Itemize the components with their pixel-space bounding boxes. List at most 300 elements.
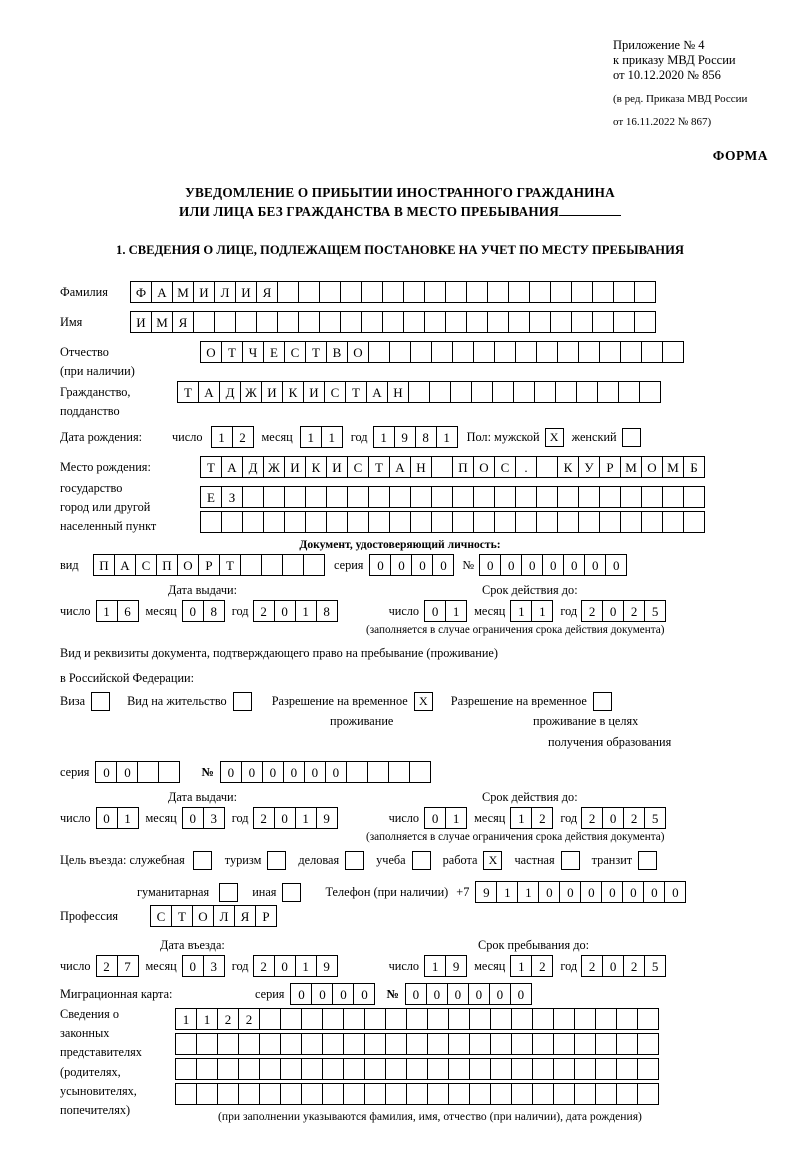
char-cell[interactable]: У <box>578 456 600 478</box>
char-cell[interactable] <box>261 554 283 576</box>
char-cell[interactable]: М <box>172 281 194 303</box>
char-cell[interactable]: 0 <box>602 807 624 829</box>
char-cell[interactable] <box>277 281 299 303</box>
char-cell[interactable]: И <box>193 281 215 303</box>
char-cell[interactable]: Р <box>599 456 621 478</box>
char-cell[interactable] <box>301 1083 323 1105</box>
char-cell[interactable]: 2 <box>253 955 275 977</box>
char-cell[interactable] <box>364 1058 386 1080</box>
char-cell[interactable]: 1 <box>373 426 395 448</box>
char-cell[interactable]: . <box>515 456 537 478</box>
char-cell[interactable] <box>637 1033 659 1055</box>
char-cell[interactable]: 1 <box>300 426 322 448</box>
char-cell[interactable]: 0 <box>304 761 326 783</box>
char-cell[interactable] <box>448 1008 470 1030</box>
char-cell[interactable]: 8 <box>415 426 437 448</box>
char-cell[interactable] <box>427 1058 449 1080</box>
char-cell[interactable] <box>385 1033 407 1055</box>
char-cell[interactable] <box>238 1083 260 1105</box>
char-cell[interactable]: 9 <box>475 881 497 903</box>
char-cell[interactable] <box>305 511 327 533</box>
char-cell[interactable]: П <box>156 554 178 576</box>
char-cell[interactable]: Т <box>171 905 193 927</box>
char-cell[interactable] <box>574 1058 596 1080</box>
char-cell[interactable]: 0 <box>262 761 284 783</box>
char-cell[interactable] <box>592 311 614 333</box>
char-cell[interactable]: 1 <box>96 600 118 622</box>
char-cell[interactable]: И <box>261 381 283 403</box>
char-cell[interactable] <box>508 311 530 333</box>
char-cell[interactable]: 0 <box>411 554 433 576</box>
char-cell[interactable]: Т <box>345 381 367 403</box>
char-cell[interactable] <box>175 1083 197 1105</box>
char-cell[interactable] <box>448 1033 470 1055</box>
char-cell[interactable]: Т <box>219 554 241 576</box>
char-cell[interactable]: 1 <box>211 426 233 448</box>
char-cell[interactable]: А <box>198 381 220 403</box>
char-cell[interactable] <box>403 281 425 303</box>
char-cell[interactable] <box>620 511 642 533</box>
migration-series-input[interactable] <box>290 983 374 1005</box>
char-cell[interactable] <box>346 761 368 783</box>
char-cell[interactable] <box>424 311 446 333</box>
char-cell[interactable] <box>361 281 383 303</box>
char-cell[interactable] <box>389 486 411 508</box>
char-cell[interactable]: 0 <box>622 881 644 903</box>
char-cell[interactable] <box>175 1033 197 1055</box>
char-cell[interactable] <box>347 511 369 533</box>
char-cell[interactable] <box>466 281 488 303</box>
char-cell[interactable]: Т <box>177 381 199 403</box>
char-cell[interactable] <box>406 1083 428 1105</box>
char-cell[interactable]: И <box>326 456 348 478</box>
char-cell[interactable]: И <box>303 381 325 403</box>
entry-day-input[interactable] <box>96 955 138 977</box>
char-cell[interactable] <box>388 761 410 783</box>
char-cell[interactable] <box>427 1008 449 1030</box>
char-cell[interactable] <box>406 1008 428 1030</box>
char-cell[interactable]: С <box>494 456 516 478</box>
char-cell[interactable] <box>494 511 516 533</box>
char-cell[interactable] <box>259 1083 281 1105</box>
char-cell[interactable] <box>511 1083 533 1105</box>
char-cell[interactable] <box>515 341 537 363</box>
char-cell[interactable]: 1 <box>321 426 343 448</box>
char-cell[interactable]: 0 <box>542 554 564 576</box>
doc-valid-month-input[interactable] <box>510 600 552 622</box>
char-cell[interactable]: А <box>151 281 173 303</box>
char-cell[interactable]: 2 <box>531 955 553 977</box>
char-cell[interactable]: 2 <box>581 807 603 829</box>
visa-checkbox[interactable] <box>91 692 110 711</box>
char-cell[interactable] <box>616 1058 638 1080</box>
char-cell[interactable]: А <box>366 381 388 403</box>
char-cell[interactable] <box>553 1058 575 1080</box>
char-cell[interactable] <box>445 311 467 333</box>
char-cell[interactable] <box>361 311 383 333</box>
char-cell[interactable]: 9 <box>316 955 338 977</box>
char-cell[interactable] <box>364 1033 386 1055</box>
char-cell[interactable]: 0 <box>182 600 204 622</box>
char-cell[interactable] <box>340 311 362 333</box>
char-cell[interactable]: М <box>620 456 642 478</box>
char-cell[interactable] <box>301 1058 323 1080</box>
char-cell[interactable]: К <box>305 456 327 478</box>
char-cell[interactable]: Е <box>200 486 222 508</box>
char-cell[interactable] <box>343 1058 365 1080</box>
char-cell[interactable]: 0 <box>220 761 242 783</box>
char-cell[interactable]: 0 <box>182 807 204 829</box>
purpose-tourism-checkbox[interactable] <box>267 851 286 870</box>
char-cell[interactable]: Е <box>263 341 285 363</box>
char-cell[interactable]: Т <box>305 341 327 363</box>
char-cell[interactable] <box>641 486 663 508</box>
char-cell[interactable] <box>431 456 453 478</box>
char-cell[interactable]: 0 <box>664 881 686 903</box>
char-cell[interactable] <box>214 311 236 333</box>
char-cell[interactable]: 0 <box>290 983 312 1005</box>
char-cell[interactable] <box>242 511 264 533</box>
char-cell[interactable] <box>553 1083 575 1105</box>
stay-issue-year-input[interactable] <box>253 807 337 829</box>
char-cell[interactable] <box>576 381 598 403</box>
doc-issue-day-input[interactable] <box>96 600 138 622</box>
char-cell[interactable]: 0 <box>274 955 296 977</box>
char-cell[interactable] <box>683 511 705 533</box>
char-cell[interactable] <box>343 1033 365 1055</box>
char-cell[interactable] <box>217 1083 239 1105</box>
char-cell[interactable] <box>343 1083 365 1105</box>
char-cell[interactable] <box>555 381 577 403</box>
char-cell[interactable] <box>616 1083 638 1105</box>
char-cell[interactable] <box>557 341 579 363</box>
char-cell[interactable] <box>319 281 341 303</box>
char-cell[interactable] <box>305 486 327 508</box>
char-cell[interactable]: 8 <box>203 600 225 622</box>
char-cell[interactable] <box>406 1058 428 1080</box>
char-cell[interactable] <box>298 281 320 303</box>
char-cell[interactable]: 5 <box>644 600 666 622</box>
char-cell[interactable]: О <box>200 341 222 363</box>
char-cell[interactable]: А <box>389 456 411 478</box>
purpose-humanitarian-checkbox[interactable] <box>219 883 238 902</box>
char-cell[interactable]: С <box>284 341 306 363</box>
char-cell[interactable] <box>196 1083 218 1105</box>
char-cell[interactable] <box>487 281 509 303</box>
char-cell[interactable]: 0 <box>116 761 138 783</box>
char-cell[interactable]: 7 <box>117 955 139 977</box>
char-cell[interactable] <box>634 311 656 333</box>
char-cell[interactable]: 1 <box>295 600 317 622</box>
char-cell[interactable]: Т <box>221 341 243 363</box>
char-cell[interactable]: 1 <box>445 600 467 622</box>
char-cell[interactable]: А <box>221 456 243 478</box>
char-cell[interactable]: 0 <box>369 554 391 576</box>
char-cell[interactable] <box>301 1008 323 1030</box>
char-cell[interactable] <box>408 381 430 403</box>
char-cell[interactable]: 2 <box>253 600 275 622</box>
char-cell[interactable] <box>490 1008 512 1030</box>
char-cell[interactable]: О <box>641 456 663 478</box>
char-cell[interactable]: 1 <box>175 1008 197 1030</box>
char-cell[interactable] <box>158 761 180 783</box>
char-cell[interactable] <box>280 1083 302 1105</box>
char-cell[interactable]: 0 <box>580 881 602 903</box>
birthplace-country-input[interactable] <box>200 456 704 478</box>
char-cell[interactable]: 6 <box>117 600 139 622</box>
char-cell[interactable]: О <box>347 341 369 363</box>
char-cell[interactable]: 0 <box>479 554 501 576</box>
char-cell[interactable] <box>637 1083 659 1105</box>
legal-rep-input-4[interactable] <box>175 1083 658 1105</box>
stay-valid-month-input[interactable] <box>510 807 552 829</box>
char-cell[interactable]: Д <box>242 456 264 478</box>
char-cell[interactable] <box>639 381 661 403</box>
char-cell[interactable] <box>259 1033 281 1055</box>
doc-valid-year-input[interactable] <box>581 600 665 622</box>
char-cell[interactable] <box>662 511 684 533</box>
char-cell[interactable] <box>492 381 514 403</box>
char-cell[interactable]: И <box>284 456 306 478</box>
char-cell[interactable] <box>385 1058 407 1080</box>
char-cell[interactable] <box>217 1058 239 1080</box>
char-cell[interactable] <box>448 1058 470 1080</box>
char-cell[interactable]: С <box>324 381 346 403</box>
char-cell[interactable]: 0 <box>353 983 375 1005</box>
char-cell[interactable]: 0 <box>390 554 412 576</box>
char-cell[interactable]: 5 <box>644 955 666 977</box>
char-cell[interactable] <box>641 511 663 533</box>
char-cell[interactable]: 1 <box>424 955 446 977</box>
stay-to-year-input[interactable] <box>581 955 665 977</box>
char-cell[interactable]: 0 <box>584 554 606 576</box>
birth-year-input[interactable] <box>373 426 457 448</box>
char-cell[interactable] <box>487 311 509 333</box>
char-cell[interactable] <box>298 311 320 333</box>
char-cell[interactable]: 0 <box>182 955 204 977</box>
char-cell[interactable] <box>511 1008 533 1030</box>
char-cell[interactable] <box>536 456 558 478</box>
char-cell[interactable] <box>557 511 579 533</box>
char-cell[interactable]: 1 <box>517 881 539 903</box>
char-cell[interactable]: 1 <box>436 426 458 448</box>
sex-male-checkbox[interactable]: X <box>545 428 564 447</box>
char-cell[interactable] <box>448 1083 470 1105</box>
doc-kind-input[interactable] <box>93 554 324 576</box>
char-cell[interactable] <box>473 511 495 533</box>
char-cell[interactable]: 9 <box>394 426 416 448</box>
char-cell[interactable] <box>235 311 257 333</box>
char-cell[interactable] <box>469 1008 491 1030</box>
char-cell[interactable] <box>553 1033 575 1055</box>
char-cell[interactable] <box>196 1058 218 1080</box>
char-cell[interactable]: 2 <box>217 1008 239 1030</box>
stay-to-day-input[interactable] <box>424 955 466 977</box>
char-cell[interactable]: Ч <box>242 341 264 363</box>
char-cell[interactable]: Т <box>368 456 390 478</box>
char-cell[interactable]: 0 <box>274 600 296 622</box>
char-cell[interactable]: 1 <box>510 807 532 829</box>
char-cell[interactable]: 0 <box>432 554 454 576</box>
char-cell[interactable]: Я <box>172 311 194 333</box>
char-cell[interactable] <box>490 1083 512 1105</box>
char-cell[interactable]: И <box>130 311 152 333</box>
char-cell[interactable]: 1 <box>510 600 532 622</box>
char-cell[interactable]: 3 <box>203 807 225 829</box>
char-cell[interactable]: 0 <box>274 807 296 829</box>
char-cell[interactable] <box>410 486 432 508</box>
stay-series-input[interactable] <box>95 761 179 783</box>
char-cell[interactable] <box>280 1033 302 1055</box>
birth-month-input[interactable] <box>300 426 342 448</box>
char-cell[interactable]: 0 <box>241 761 263 783</box>
char-cell[interactable] <box>326 511 348 533</box>
char-cell[interactable] <box>662 341 684 363</box>
char-cell[interactable] <box>137 761 159 783</box>
temp-residence-education-checkbox[interactable] <box>593 692 612 711</box>
char-cell[interactable] <box>389 511 411 533</box>
char-cell[interactable] <box>410 341 432 363</box>
char-cell[interactable] <box>259 1058 281 1080</box>
char-cell[interactable] <box>303 554 325 576</box>
char-cell[interactable] <box>452 341 474 363</box>
char-cell[interactable]: 0 <box>325 761 347 783</box>
char-cell[interactable]: К <box>557 456 579 478</box>
char-cell[interactable] <box>450 381 472 403</box>
char-cell[interactable]: 1 <box>117 807 139 829</box>
char-cell[interactable] <box>490 1033 512 1055</box>
temp-residence-checkbox[interactable]: X <box>414 692 433 711</box>
char-cell[interactable]: Т <box>200 456 222 478</box>
char-cell[interactable] <box>599 341 621 363</box>
char-cell[interactable] <box>280 1058 302 1080</box>
purpose-other-checkbox[interactable] <box>282 883 301 902</box>
char-cell[interactable] <box>340 281 362 303</box>
char-cell[interactable] <box>471 381 493 403</box>
char-cell[interactable] <box>424 281 446 303</box>
char-cell[interactable]: 0 <box>424 600 446 622</box>
char-cell[interactable]: 0 <box>559 881 581 903</box>
char-cell[interactable] <box>175 1058 197 1080</box>
char-cell[interactable]: В <box>326 341 348 363</box>
legal-rep-input-2[interactable] <box>175 1033 658 1055</box>
char-cell[interactable] <box>494 341 516 363</box>
char-cell[interactable] <box>494 486 516 508</box>
char-cell[interactable] <box>473 341 495 363</box>
char-cell[interactable] <box>240 554 262 576</box>
char-cell[interactable] <box>238 1058 260 1080</box>
purpose-work-checkbox[interactable]: X <box>483 851 502 870</box>
char-cell[interactable] <box>469 1033 491 1055</box>
char-cell[interactable] <box>347 486 369 508</box>
birthplace-city-input[interactable] <box>200 486 704 508</box>
char-cell[interactable] <box>322 1033 344 1055</box>
char-cell[interactable] <box>431 511 453 533</box>
char-cell[interactable]: 2 <box>96 955 118 977</box>
char-cell[interactable] <box>620 486 642 508</box>
char-cell[interactable]: С <box>135 554 157 576</box>
char-cell[interactable]: 1 <box>196 1008 218 1030</box>
char-cell[interactable]: 2 <box>623 955 645 977</box>
char-cell[interactable]: О <box>473 456 495 478</box>
char-cell[interactable]: 2 <box>238 1008 260 1030</box>
char-cell[interactable]: О <box>177 554 199 576</box>
purpose-study-checkbox[interactable] <box>412 851 431 870</box>
char-cell[interactable]: 1 <box>295 955 317 977</box>
char-cell[interactable]: Я <box>256 281 278 303</box>
char-cell[interactable] <box>431 486 453 508</box>
char-cell[interactable]: 2 <box>253 807 275 829</box>
char-cell[interactable] <box>513 381 535 403</box>
char-cell[interactable]: 5 <box>644 807 666 829</box>
char-cell[interactable]: 0 <box>563 554 585 576</box>
citizenship-input[interactable] <box>177 381 660 403</box>
char-cell[interactable] <box>508 281 530 303</box>
migration-number-input[interactable] <box>405 983 531 1005</box>
char-cell[interactable]: Ф <box>130 281 152 303</box>
char-cell[interactable]: 1 <box>531 600 553 622</box>
char-cell[interactable] <box>410 511 432 533</box>
char-cell[interactable] <box>263 511 285 533</box>
char-cell[interactable] <box>595 1083 617 1105</box>
char-cell[interactable] <box>429 381 451 403</box>
char-cell[interactable] <box>578 486 600 508</box>
char-cell[interactable]: Л <box>213 905 235 927</box>
char-cell[interactable]: 9 <box>316 807 338 829</box>
char-cell[interactable]: 2 <box>581 600 603 622</box>
char-cell[interactable] <box>620 341 642 363</box>
char-cell[interactable] <box>385 1083 407 1105</box>
doc-issue-year-input[interactable] <box>253 600 337 622</box>
char-cell[interactable] <box>578 341 600 363</box>
char-cell[interactable]: 3 <box>203 955 225 977</box>
char-cell[interactable] <box>473 486 495 508</box>
char-cell[interactable] <box>571 311 593 333</box>
char-cell[interactable]: 0 <box>95 761 117 783</box>
char-cell[interactable] <box>550 311 572 333</box>
char-cell[interactable] <box>532 1008 554 1030</box>
char-cell[interactable]: 0 <box>96 807 118 829</box>
char-cell[interactable] <box>445 281 467 303</box>
char-cell[interactable]: Д <box>219 381 241 403</box>
char-cell[interactable] <box>536 341 558 363</box>
char-cell[interactable] <box>634 281 656 303</box>
stay-issue-month-input[interactable] <box>182 807 224 829</box>
char-cell[interactable]: 0 <box>332 983 354 1005</box>
char-cell[interactable]: 2 <box>623 600 645 622</box>
char-cell[interactable]: С <box>150 905 172 927</box>
legal-rep-input-3[interactable] <box>175 1058 658 1080</box>
char-cell[interactable]: 2 <box>531 807 553 829</box>
char-cell[interactable] <box>511 1033 533 1055</box>
char-cell[interactable] <box>511 1058 533 1080</box>
char-cell[interactable]: К <box>282 381 304 403</box>
char-cell[interactable]: 1 <box>510 955 532 977</box>
char-cell[interactable] <box>515 486 537 508</box>
char-cell[interactable] <box>536 511 558 533</box>
char-cell[interactable]: Н <box>387 381 409 403</box>
char-cell[interactable]: 1 <box>295 807 317 829</box>
char-cell[interactable]: Б <box>683 456 705 478</box>
char-cell[interactable] <box>637 1058 659 1080</box>
char-cell[interactable]: 0 <box>283 761 305 783</box>
char-cell[interactable] <box>466 311 488 333</box>
char-cell[interactable]: А <box>114 554 136 576</box>
char-cell[interactable] <box>343 1008 365 1030</box>
char-cell[interactable] <box>221 511 243 533</box>
char-cell[interactable] <box>515 511 537 533</box>
char-cell[interactable]: С <box>347 456 369 478</box>
